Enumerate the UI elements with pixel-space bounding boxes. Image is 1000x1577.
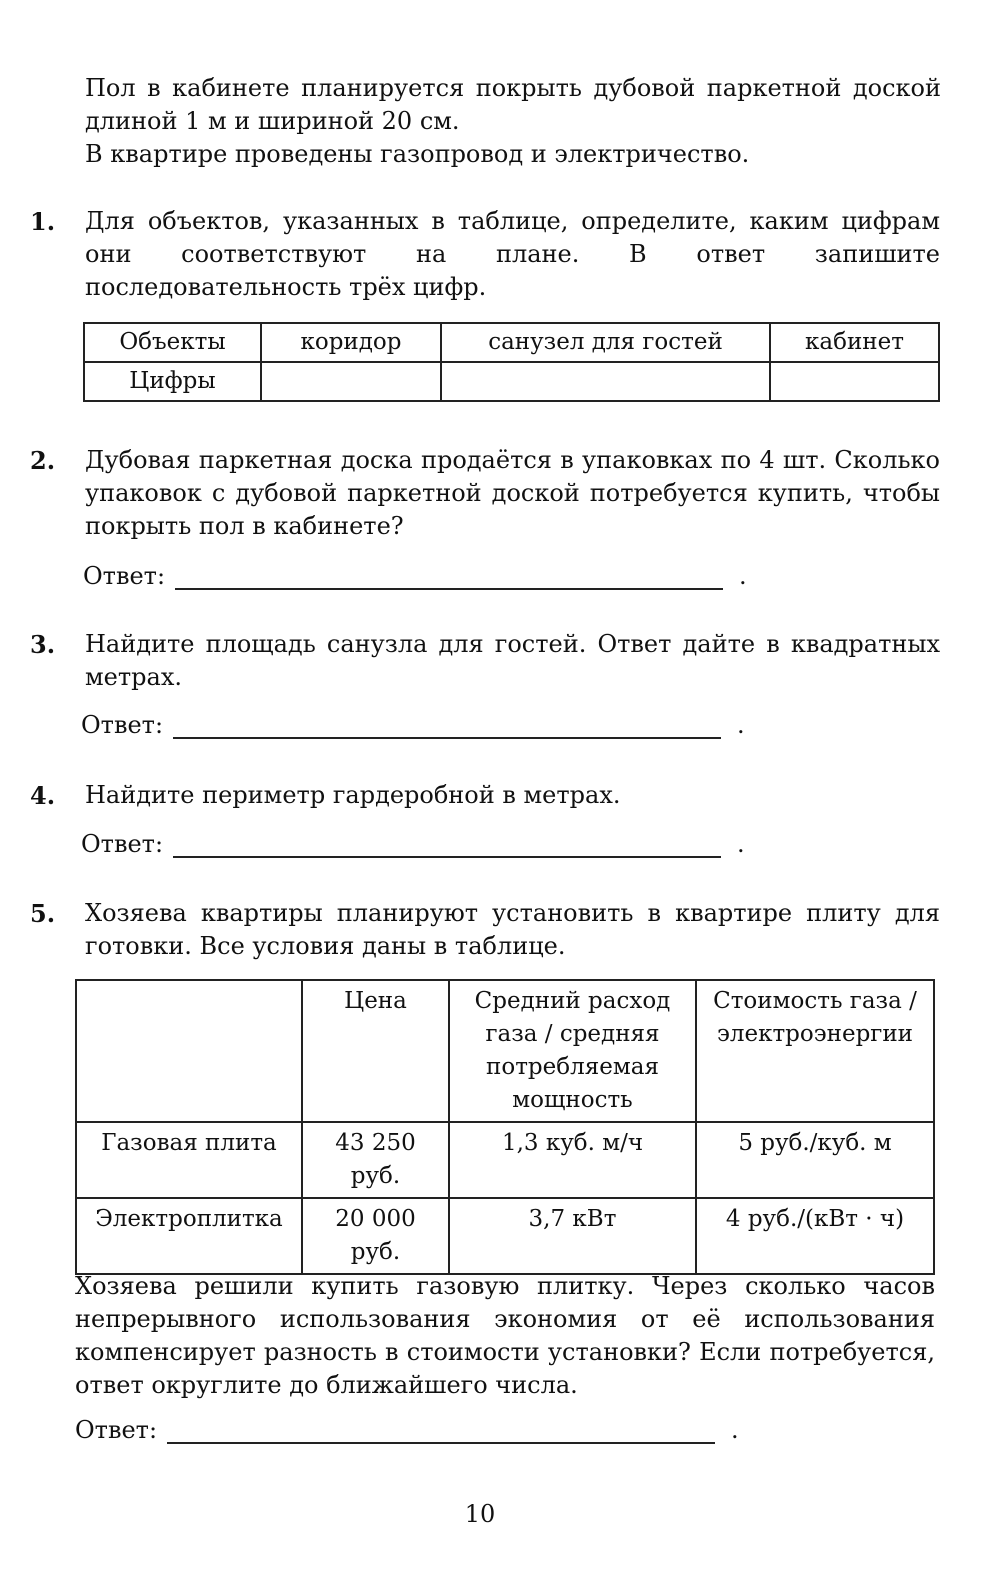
table-cell: [76, 980, 302, 1122]
answer-cell-guest-bathroom[interactable]: [441, 362, 770, 401]
answer-5-field[interactable]: [167, 1418, 715, 1444]
intro-line-1: Пол в кабинете планируется покрыть дубовой паркетной доской длиной 1 м и шириной 20 см.: [85, 74, 941, 135]
task-4-text: Найдите периметр гардеробной в метрах.: [85, 781, 621, 809]
answer-dot: .: [739, 562, 747, 590]
answer-cell-study[interactable]: [770, 362, 939, 401]
table-row: [84, 323, 939, 362]
task-1-text: Для объектов, указанных в таблице, определите, каким цифрам они соответствуют на плане. В ответ запишите последовательность трёх цифр.: [85, 207, 940, 301]
answer-label: Ответ:: [75, 1416, 158, 1444]
table-cell: Цифры: [84, 362, 261, 401]
task-3-number: 3.: [30, 630, 56, 659]
answer-5: [75, 1416, 739, 1444]
answer-label: Ответ:: [83, 562, 166, 590]
table-cell: 5 руб./куб. м: [696, 1122, 934, 1198]
table-cell: коридор: [261, 323, 441, 362]
task-4: [30, 779, 940, 812]
table-cell: Средний расход газа / средняя потребляемая мощность: [449, 980, 696, 1122]
task-1: [30, 205, 940, 304]
answer-dot: .: [737, 830, 745, 858]
answer-2: [83, 562, 747, 590]
table-row: [84, 362, 939, 401]
table-cell: санузел для гостей: [441, 323, 770, 362]
answer-dot: .: [731, 1416, 739, 1444]
table-cell: 20 000 руб.: [302, 1198, 449, 1274]
answer-label: Ответ:: [81, 830, 164, 858]
table-cell: Стоимость газа / электроэнергии: [696, 980, 934, 1122]
table-row: [76, 1122, 934, 1198]
task-3-text: Найдите площадь санузла для гостей. Ответ дайте в квадратных метрах.: [85, 630, 940, 691]
answer-cell-corridor[interactable]: [261, 362, 441, 401]
task-2-text: Дубовая паркетная доска продаётся в упаковках по 4 шт. Сколько упаковок с дубовой паркетной доской потребуется купить, чтобы покрыть пол в кабинете?: [85, 446, 940, 540]
objects-table: [83, 322, 940, 402]
table-cell: 43 250 руб.: [302, 1122, 449, 1198]
answer-dot: .: [737, 711, 745, 739]
intro: [85, 72, 941, 171]
table-cell: кабинет: [770, 323, 939, 362]
task-2-number: 2.: [30, 446, 56, 475]
answer-label: Ответ:: [81, 711, 164, 739]
answer-4: [81, 830, 745, 858]
table-cell: 4 руб./(кВт · ч): [696, 1198, 934, 1274]
answer-4-field[interactable]: [173, 832, 721, 858]
table-cell: Газовая плита: [76, 1122, 302, 1198]
task-5-question: [75, 1270, 935, 1402]
table-row: [76, 980, 934, 1122]
intro-line-2: В квартире проведены газопровод и электричество.: [85, 140, 750, 168]
task-2: [30, 444, 940, 543]
answer-3-field[interactable]: [173, 713, 721, 739]
task-3: [30, 628, 940, 694]
task-4-number: 4.: [30, 781, 56, 810]
answer-2-field[interactable]: [175, 564, 723, 590]
table-cell: 1,3 куб. м/ч: [449, 1122, 696, 1198]
table-row: [76, 1198, 934, 1274]
stove-table: [75, 979, 935, 1275]
task-5-text-2: Хозяева решили купить газовую плитку. Через сколько часов непрерывного использования экономия от её использования компенсирует разность в стоимости установки? Если потребуется, ответ округлите до ближайшего числа.: [75, 1272, 935, 1399]
task-5: [30, 897, 940, 963]
task-5-text: Хозяева квартиры планируют установить в квартире плиту для готовки. Все условия даны в таблице.: [85, 899, 940, 960]
table-cell: Цена: [302, 980, 449, 1122]
table-cell: 3,7 кВт: [449, 1198, 696, 1274]
task-1-number: 1.: [30, 207, 56, 236]
answer-3: [81, 711, 745, 739]
table-cell: Объекты: [84, 323, 261, 362]
task-5-number: 5.: [30, 899, 56, 928]
page-number: 10: [464, 1500, 496, 1528]
table-cell: Электроплитка: [76, 1198, 302, 1274]
